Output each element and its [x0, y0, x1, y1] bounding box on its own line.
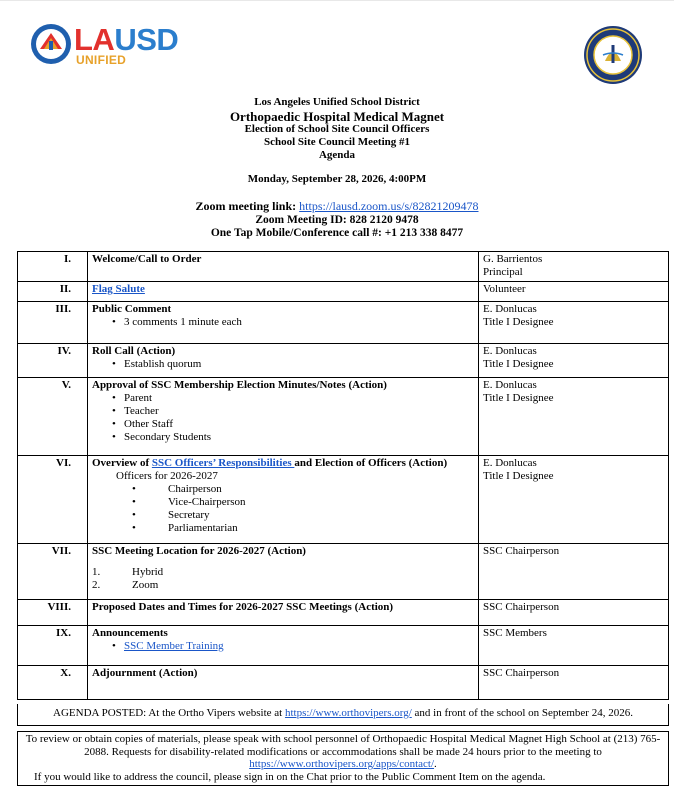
table-row [18, 252, 669, 282]
item-responsible: Volunteer [483, 283, 526, 295]
meeting-title: School Site Council Meeting #1 [263, 136, 411, 148]
list-item: • Establish quorum [92, 358, 474, 371]
list-item [92, 640, 474, 653]
item-number: X. [18, 666, 88, 700]
item-responsible-role: Principal [483, 266, 523, 278]
item-responsible: SSC Chairperson [483, 601, 560, 613]
table-row [18, 600, 669, 626]
item-title: Public Comment [92, 303, 172, 315]
list-item: • Teacher [92, 405, 474, 418]
lausd-wordmark: LAUSD [74, 22, 179, 57]
officers-subtitle: Officers for 2026-2027 [116, 470, 218, 482]
item-number: VI. [18, 456, 88, 544]
item-responsible: SSC Chairperson [483, 667, 560, 679]
zoom-label: Zoom meeting link: [195, 199, 300, 213]
ssc-member-training-link[interactable]: SSC Member Training [124, 640, 224, 652]
table-row [18, 302, 669, 344]
list-item: • Parent [92, 392, 474, 405]
list-item: • Parliamentarian [92, 522, 474, 535]
officers-responsibilities-link[interactable]: SSC Officers’ Responsibilities [151, 457, 295, 469]
materials-notice: To review or obtain copies of materials, please speak with school personnel of Orthopaedic Hospital Medical Magnet High School at (213) 765-2088. Requests for disability-related modifications or accommodations shall be made 24 hours prior to the meeting to https://www.orthovipers.org/apps/contact/. [25, 733, 661, 770]
item-title: Approval of SSC Membership Election Minutes/Notes (Action) [92, 379, 387, 391]
zoom-link-row [0, 199, 674, 213]
item-number: V. [18, 378, 88, 456]
item-responsible-role: Title I Designee [483, 470, 554, 482]
school-name: Orthopaedic Hospital Medical Magnet [229, 109, 445, 124]
item-number: II. [18, 282, 88, 302]
list-item: • Other Staff [92, 418, 474, 431]
list-item: 1. Hybrid [92, 566, 164, 578]
item-responsible: G. Barrientos [483, 253, 543, 265]
list-item: • 3 comments 1 minute each [92, 316, 474, 329]
item-number: III. [18, 302, 88, 344]
list-item: 2. Zoom [92, 579, 159, 591]
table-row [18, 378, 669, 456]
chat-notice: If you would like to address the council, please sign in on the Chat prior to the Public Comment Item on the agenda. [34, 770, 546, 783]
list-item: • Vice-Chairperson [92, 496, 474, 509]
flag-salute-link[interactable]: Flag Salute [92, 283, 145, 295]
item-title: SSC Meeting Location for 2026-2027 (Action) [92, 545, 306, 557]
item-number: IX. [18, 626, 88, 666]
item-title: Announcements [92, 627, 168, 639]
lausd-emblem-icon [30, 23, 72, 65]
table-row [18, 344, 669, 378]
table-row [18, 544, 669, 600]
contact-link[interactable]: https://www.orthovipers.org/apps/contact/ [249, 758, 435, 770]
table-row [18, 666, 669, 700]
item-responsible: E. Donlucas [483, 345, 537, 357]
item-responsible-role: Title I Designee [483, 358, 554, 370]
table-row [18, 626, 669, 666]
table-row [18, 282, 669, 302]
item-responsible-role: Title I Designee [483, 316, 554, 328]
agenda-label: Agenda [318, 149, 356, 161]
item-responsible-role: Title I Designee [483, 392, 554, 404]
list-item: • Secondary Students [92, 431, 474, 444]
lausd-unified-label: UNIFIED [76, 53, 127, 67]
agenda-table [17, 251, 669, 700]
school-seal-icon [583, 25, 643, 85]
agenda-posted-notice: AGENDA POSTED: At the Ortho Vipers website at https://www.orthovipers.org/ and in front of the school on September 24, 2026. [17, 704, 669, 726]
district-name: Los Angeles Unified School District [254, 96, 420, 108]
item-title: Welcome/Call to Order [92, 253, 202, 265]
list-item: • Chairperson [92, 483, 474, 496]
item-responsible: SSC Members [483, 627, 547, 639]
meeting-date: Monday, September 28, 2026, 4:00PM [247, 173, 427, 185]
item-number: IV. [18, 344, 88, 378]
item-title: Roll Call (Action) [92, 345, 176, 357]
orthovipers-link[interactable]: https://www.orthovipers.org/ [284, 707, 412, 719]
election-title: Election of School Site Council Officers [244, 123, 430, 135]
item-responsible: E. Donlucas [483, 457, 537, 469]
item-responsible: E. Donlucas [483, 303, 537, 315]
item-title: Proposed Dates and Times for 2026-2027 SSC Meetings (Action) [92, 601, 394, 613]
item-number: I. [18, 252, 88, 282]
item-title: Overview of SSC Officers’ Responsibilities and Election of Officers (Action) [92, 457, 448, 469]
item-title: Adjournment (Action) [92, 667, 198, 679]
item-number: VII. [18, 544, 88, 600]
footer-notice [17, 731, 669, 786]
item-responsible: SSC Chairperson [483, 545, 560, 557]
zoom-meeting-id: Zoom Meeting ID: 828 2120 9478 [255, 214, 419, 226]
zoom-link[interactable]: https://lausd.zoom.us/s/82821209478 [299, 199, 479, 213]
item-responsible: E. Donlucas [483, 379, 537, 391]
list-item: • Secretary [92, 509, 474, 522]
table-row [18, 456, 669, 544]
one-tap-mobile: One Tap Mobile/Conference call #: +1 213 338 8477 [210, 227, 464, 239]
item-number: VIII. [18, 600, 88, 626]
